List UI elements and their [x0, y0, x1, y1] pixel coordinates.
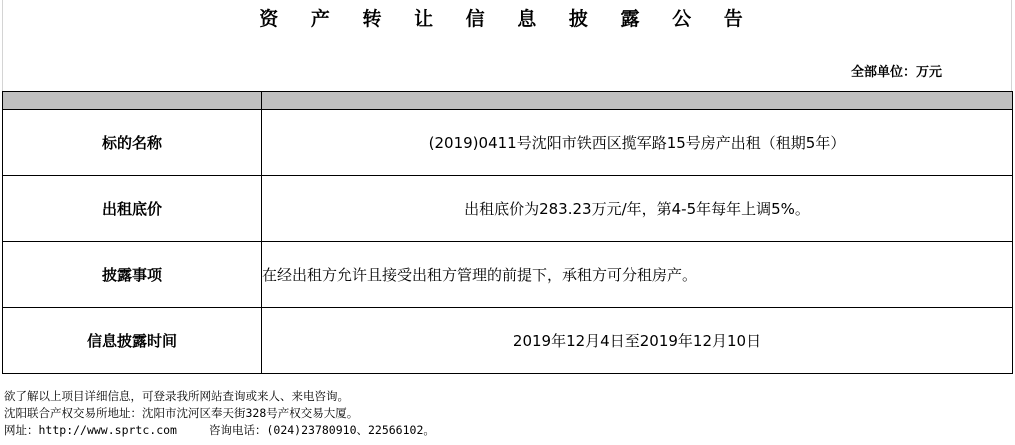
footer-line-contact	[4, 422, 435, 439]
row-value-reserve-price: 出租底价为283.23万元/年，第4-5年每年上调5%。	[262, 176, 1013, 242]
row-label-disclosure-items: 披露事项	[3, 242, 262, 308]
header-cell-value	[262, 92, 1013, 110]
disclosure-table	[2, 91, 1013, 374]
footer-phone: 咨询电话：(024)23780910、22566102。	[208, 423, 435, 437]
row-label-reserve-price: 出租底价	[3, 176, 262, 242]
footer-line-address: 沈阳联合产权交易所地址：沈阳市沈河区奉天街328号产权交易大厦。	[4, 406, 359, 420]
row-label-subject-name: 标的名称	[3, 110, 262, 176]
row-value-disclosure-period: 2019年12月4日至2019年12月10日	[262, 308, 1013, 374]
row-label-disclosure-period: 信息披露时间	[3, 308, 262, 374]
footer-line-inquiry: 欲了解以上项目详细信息，可登录我所网站查询或来人、来电咨询。	[4, 389, 349, 403]
row-value-disclosure-items-text: 在经出租方允许且接受出租方管理的前提下，承租方可分租房产。	[262, 266, 698, 284]
table-row	[3, 242, 1013, 308]
header-cell-label	[3, 92, 262, 110]
table-row	[3, 176, 1013, 242]
table-row	[3, 308, 1013, 374]
table-header-row	[3, 92, 1013, 110]
row-value-disclosure-items	[262, 242, 1013, 308]
table-row	[3, 110, 1013, 176]
unit-label: 全部单位：万元	[850, 65, 942, 80]
footer-website-link[interactable]: 网址：http://www.sprtc.com	[4, 423, 177, 437]
row-value-subject-name: (2019)0411号沈阳市铁西区揽军路15号房产出租（租期5年）	[262, 110, 1013, 176]
document-title: 资 产 转 让 信 息 披 露 公 告	[259, 8, 756, 30]
footer-notes	[4, 388, 435, 439]
